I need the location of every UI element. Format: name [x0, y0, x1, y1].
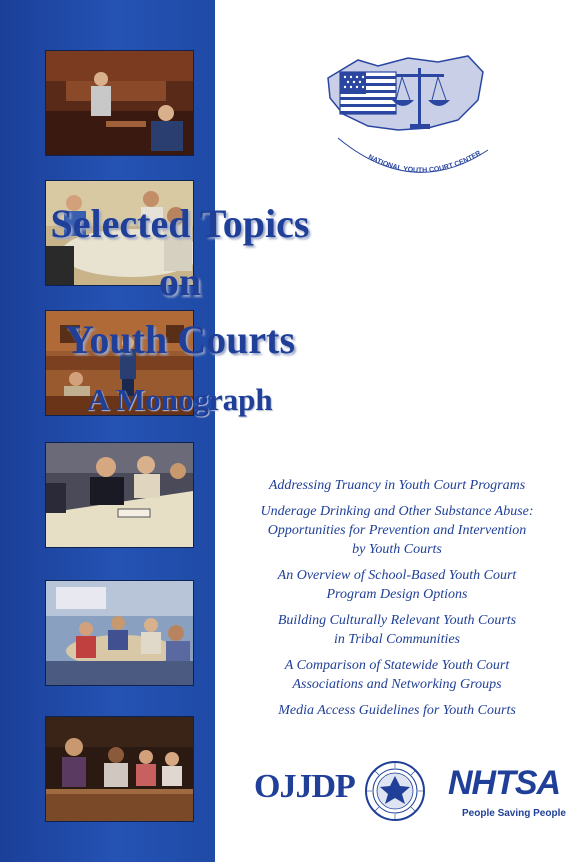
classroom-group-photo — [45, 580, 194, 686]
courtroom-photo — [45, 50, 194, 156]
topic-item: Media Access Guidelines for Youth Courts — [278, 703, 516, 718]
topics-list — [232, 476, 562, 727]
nhtsa-logo: NHTSA — [448, 764, 561, 802]
topic-item: Underage Drinking and Other Substance Abuse: Opportunities for Prevention and Intervention by Youth Courts — [260, 504, 534, 557]
topic-item: Building Culturally Relevant Youth Courts in Tribal Communities — [277, 613, 517, 647]
jury-box-photo — [45, 716, 194, 822]
topic-item: A Comparison of Statewide Youth Court Associations and Networking Groups — [284, 658, 510, 692]
title-line-3: Youth Courts — [64, 317, 296, 362]
nhtsa-tagline: People Saving People — [462, 808, 566, 819]
emblem-ring-text: NATIONAL YOUTH COURT CENTER — [366, 149, 483, 175]
youth-court-table-photo — [45, 442, 194, 548]
subtitle: A Monograph — [87, 382, 273, 417]
youth-court-center-emblem — [318, 50, 498, 180]
title-line-1: Selected Topics — [50, 201, 310, 246]
topic-item: An Overview of School-Based Youth Court Program Design Options — [277, 568, 517, 602]
sponsor-logos — [216, 756, 576, 836]
title-line-2: on — [158, 259, 202, 304]
ojjdp-logo: OJJDP — [254, 768, 355, 805]
topic-item: Addressing Truancy in Youth Court Programs — [268, 478, 526, 493]
flag-scales-map-icon — [318, 50, 498, 180]
department-of-justice-seal-icon — [364, 760, 426, 822]
